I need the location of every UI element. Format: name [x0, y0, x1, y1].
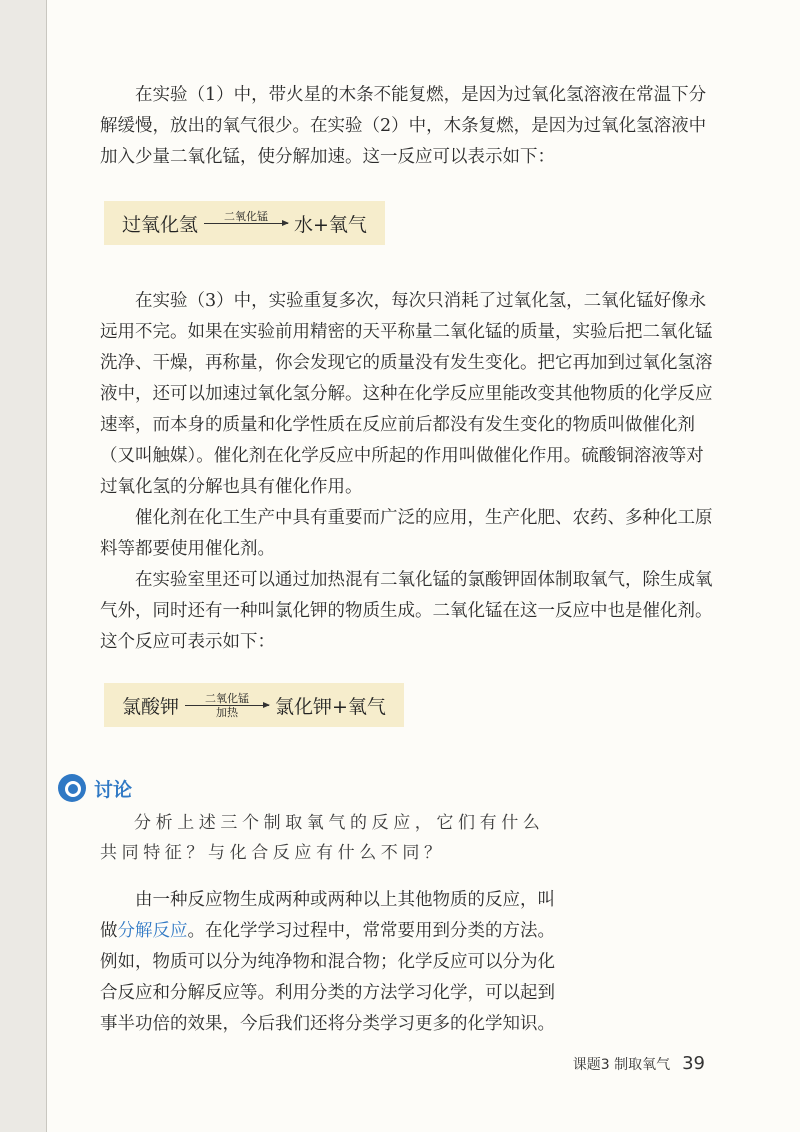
paragraph-5-block — [100, 885, 560, 1040]
paragraph-5 — [100, 885, 560, 1040]
paragraph-4: 在实验室里还可以通过加热混有二氧化锰的氯酸钾固体制取氧气，除生成氧气外，同时还有一种叫氯化钾的物质生成。二氧化锰在这一反应中也是催化剂。这个反应可表示如下： — [100, 570, 713, 652]
equation-1-reactant: 过氧化氢 — [122, 213, 199, 236]
binding-line — [46, 0, 47, 1132]
equation-1 — [104, 201, 385, 245]
equation-1-arrow — [204, 210, 288, 237]
paragraph-2-block — [100, 286, 720, 658]
equation-2-arrow — [185, 692, 269, 719]
arrow-icon — [204, 223, 288, 224]
paragraph-1: 在实验（1）中，带火星的木条不能复燃，是因为过氧化氢溶液在常温下分解缓慢，放出的氧气很少。在实验（2）中，木条复燃，是因为过氧化氢溶液中加入少量二氧化锰，使分解加速。这一反应可以表示如下： — [100, 85, 707, 167]
discussion-icon — [58, 774, 86, 802]
binding-edge — [0, 0, 46, 1132]
discussion-body — [100, 808, 560, 868]
equation-1-condition: 二氧化锰 — [224, 209, 269, 223]
discussion-header — [58, 774, 132, 802]
page-number: 39 — [682, 1053, 705, 1074]
equation-2-reactant: 氯酸钾 — [122, 695, 180, 718]
page-footer — [573, 1053, 705, 1074]
equation-2-products: 氯化钾+氧气 — [275, 695, 386, 718]
lesson-title: 课题3 制取氧气 — [572, 1057, 671, 1073]
paragraph-1-block — [100, 80, 720, 173]
arrow-icon — [185, 705, 269, 706]
discussion-title: 讨论 — [94, 778, 133, 801]
equation-2-condition-bottom: 加热 — [216, 705, 239, 719]
discussion-text: 分析上述三个制取氧气的反应，它们有什么共同特征？与化合反应有什么不同？ — [100, 813, 545, 863]
equation-2-condition-top: 二氧化锰 — [205, 691, 250, 705]
key-term-decomposition-reaction: 分解反应 — [117, 921, 188, 941]
paragraph-5-before: 由一种反应物生成两种或两种以上其他物质的反应，叫做 — [100, 890, 555, 941]
equation-2 — [104, 683, 404, 727]
paragraph-3: 催化剂在化工生产中具有重要而广泛的应用，生产化肥、农药、多种化工原料等都要使用催化剂。 — [100, 508, 713, 559]
equation-1-products: 水+氧气 — [294, 213, 367, 236]
paragraph-2: 在实验（3）中，实验重复多次，每次只消耗了过氧化氢，二氧化锰好像永远用不完。如果在实验前用精密的天平称量二氧化锰的质量，实验后把二氧化锰洗净、干燥，再称量，你会发现它的质量没有发生变化。把它再加到过氧化氢溶液中，还可以加速过氧化氢分解。这种在化学反应里能改变其他物质的化学反应速率，而本身的质量和化学性质在反应前后都没有发生变化的物质叫做催化剂（又叫触媒）。催化剂在化学反应中所起的作用叫做催化作用。硫酸铜溶液等对过氧化氢的分解也具有催化作用。 — [100, 291, 713, 497]
paragraph-5-after: 。在化学学习过程中，常常要用到分类的方法。例如，物质可以分为纯净物和混合物；化学反应可以分为化合反应和分解反应等。利用分类的方法学习化学，可以起到事半功倍的效果，今后我们还将分类学习更多的化学知识。 — [100, 921, 555, 1034]
